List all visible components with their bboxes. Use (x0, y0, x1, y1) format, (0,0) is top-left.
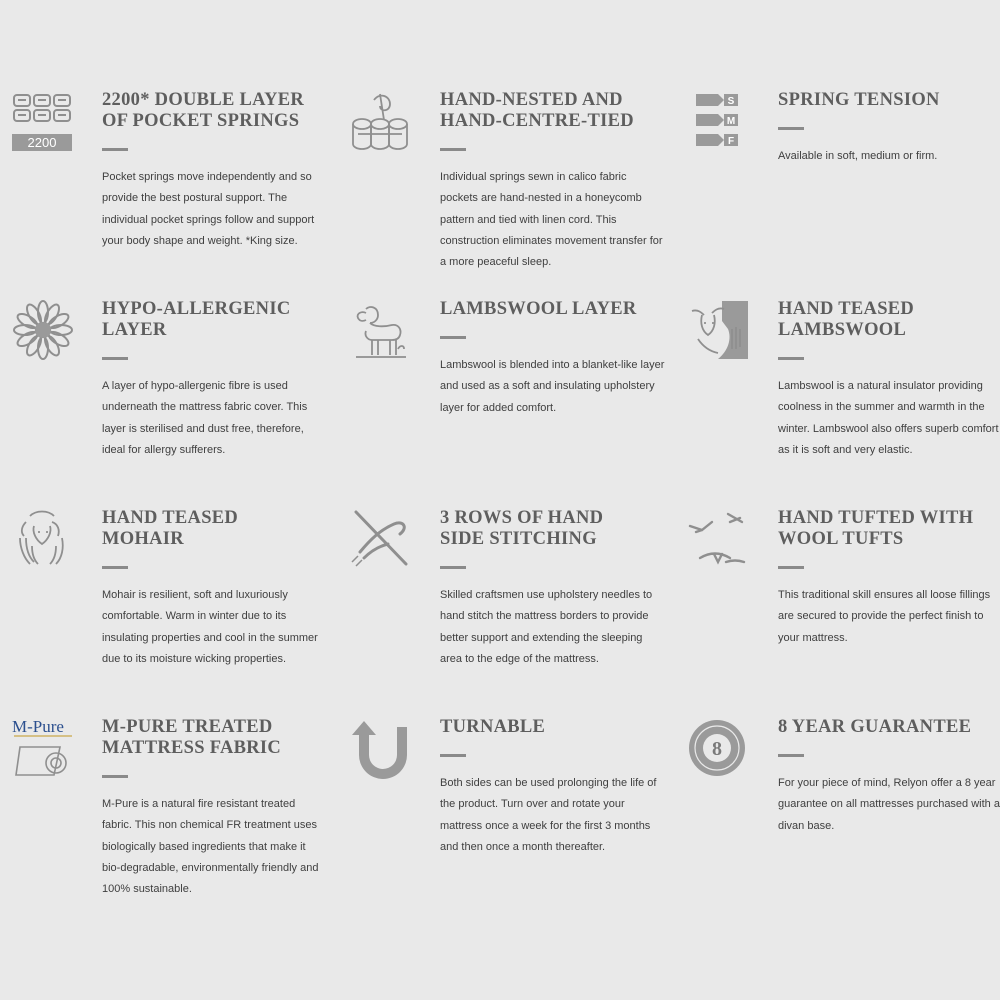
feature-title: HAND TUFTED WITH WOOL TUFTS (778, 508, 974, 549)
title-divider (102, 148, 128, 151)
title-divider (440, 336, 466, 339)
feature-description: Lambswool is a natural insulator providing coolness in the summer and warmth in the winter. Lambswool also offers superb comfort as it is soft and very elastic. (778, 380, 999, 456)
feature-title: M-PURE TREATED MATTRESS FABRIC (102, 717, 282, 758)
spring-count-badge: 2200 (27, 135, 57, 150)
tension-medium-label: M (726, 116, 736, 127)
pocket-springs-icon (12, 90, 74, 152)
feature-title: HAND TEASED LAMBSWOOL (778, 299, 915, 340)
title-divider (440, 754, 466, 757)
feature-description: A layer of hypo-allergenic fibre is used underneath the mattress fabric cover. This layer is sterilised and dust free, therefore, ideal for allergy sufferers. (102, 380, 308, 456)
goat-icon (12, 508, 74, 570)
title-divider (102, 775, 128, 778)
lamb-icon (350, 299, 412, 361)
feature-description: Available in soft, medium or firm. (778, 150, 938, 162)
feature-title: HAND-NESTED AND HAND-CENTRE-TIED (440, 90, 634, 131)
flower-icon (12, 299, 74, 361)
feature-description: For your piece of mind, Relyon offer a 8 year guarantee on all mattresses purchased with a divan base. (778, 777, 1000, 832)
feature-title: 3 ROWS OF HAND SIDE STITCHING (440, 508, 604, 549)
title-divider (440, 148, 466, 151)
feature-description: Individual springs sewn in calico fabric pockets are hand-nested in a honeycomb pattern and tied with linen cord. This construction eliminates movement transfer for a more peaceful sleep. (440, 171, 663, 269)
feature-description: Lambswool is blended into a blanket-like layer and used as a soft and insulating upholstery layer for added comfort. (440, 359, 665, 414)
m-pure-icon (12, 717, 74, 779)
title-divider (778, 754, 804, 757)
spring-tension-icon (688, 90, 750, 152)
feature-description: M-Pure is a natural fire resistant treated fabric. This non chemical FR treatment uses biologically based ingredients that make it bio-degradable, environmentally friendly and 100% sustainable. (102, 798, 319, 896)
feature-description: Pocket springs move independently and so provide the best postural support. The individual pocket springs follow and support your body shape and weight. *King size. (102, 171, 315, 247)
feature-title: 8 YEAR GUARANTEE (778, 717, 972, 737)
lamb-hand-icon (688, 299, 750, 361)
wool-tufts-icon (688, 508, 750, 570)
feature-description: Skilled craftsmen use upholstery needles to hand stitch the mattress borders to provide better support and extending the sleeping area to the edge of the mattress. (440, 589, 653, 665)
feature-title: LAMBSWOOL LAYER (440, 299, 637, 319)
feature-description: Both sides can be used prolonging the life of the product. Turn over and rotate your mattress once a week for the first 3 months and then once a month thereafter. (440, 777, 657, 853)
turn-arrow-icon (350, 717, 412, 779)
feature-title: TURNABLE (440, 717, 546, 737)
feature-title: HYPO-ALLERGENIC LAYER (102, 299, 291, 340)
feature-description: Mohair is resilient, soft and luxuriously comfortable. Warm in winter due to its insulating properties and cool in the summer due to its moisture wicking properties. (102, 589, 318, 665)
title-divider (778, 566, 804, 569)
title-divider (102, 566, 128, 569)
guarantee-seal-icon (688, 717, 750, 779)
feature-title: HAND TEASED MOHAIR (102, 508, 239, 549)
tension-soft-label: S (727, 96, 735, 107)
hand-nested-springs-icon (350, 90, 412, 152)
feature-title: SPRING TENSION (778, 90, 940, 110)
feature-title: 2200* DOUBLE LAYER OF POCKET SPRINGS (102, 90, 305, 131)
title-divider (778, 357, 804, 360)
guarantee-number: 8 (712, 738, 722, 760)
stitching-needle-icon (350, 508, 412, 570)
title-divider (778, 127, 804, 130)
title-divider (440, 566, 466, 569)
title-divider (102, 357, 128, 360)
tension-firm-label: F (727, 136, 735, 147)
m-pure-logo-text: M-Pure (12, 717, 64, 736)
feature-description: This traditional skill ensures all loose fillings are secured to provide the perfect finish to your mattress. (778, 589, 991, 644)
